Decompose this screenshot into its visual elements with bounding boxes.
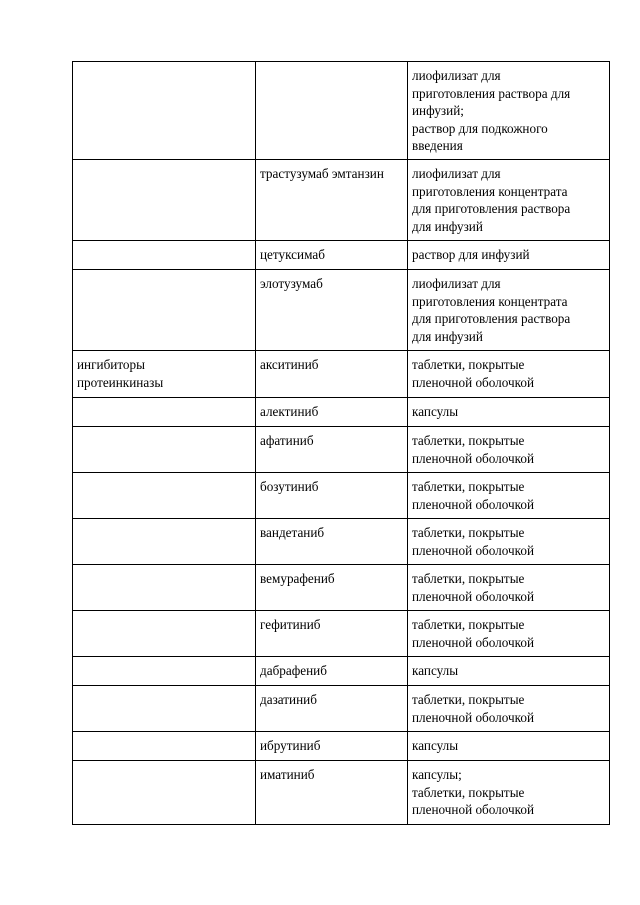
drug-table-body (73, 62, 610, 825)
table-row (73, 761, 610, 825)
table-row (73, 611, 610, 657)
dosage-form-cell: раствор для инфузий (408, 241, 610, 270)
group-cell (73, 686, 256, 732)
drug-name-cell: алектиниб (256, 398, 408, 427)
group-cell (73, 611, 256, 657)
drug-name-cell: цетуксимаб (256, 241, 408, 270)
drug-name-cell: акситиниб (256, 351, 408, 398)
dosage-form-cell: таблетки, покрытые пленочной оболочкой (408, 611, 610, 657)
group-cell (73, 427, 256, 473)
table-row (73, 62, 610, 160)
table-row (73, 398, 610, 427)
drug-name-cell: вандетаниб (256, 519, 408, 565)
group-cell (73, 732, 256, 761)
dosage-form-cell: таблетки, покрытые пленочной оболочкой (408, 686, 610, 732)
group-cell (73, 565, 256, 611)
dosage-form-cell: таблетки, покрытые пленочной оболочкой (408, 351, 610, 398)
drug-table (72, 61, 610, 825)
group-cell (73, 519, 256, 565)
drug-name-cell: иматиниб (256, 761, 408, 825)
dosage-form-cell: таблетки, покрытые пленочной оболочкой (408, 427, 610, 473)
table-row (73, 732, 610, 761)
drug-name-cell: гефитиниб (256, 611, 408, 657)
drug-name-cell (256, 62, 408, 160)
dosage-form-cell: капсулы; таблетки, покрытые пленочной оболочкой (408, 761, 610, 825)
table-row (73, 427, 610, 473)
table-row (73, 473, 610, 519)
dosage-form-cell: капсулы (408, 657, 610, 686)
dosage-form-cell: лиофилизат для приготовления раствора для инфузий; раствор для подкожного введения (408, 62, 610, 160)
table-row (73, 657, 610, 686)
drug-name-cell: ибрутиниб (256, 732, 408, 761)
dosage-form-cell: таблетки, покрытые пленочной оболочкой (408, 565, 610, 611)
group-cell (73, 657, 256, 686)
table-row (73, 270, 610, 351)
group-cell (73, 761, 256, 825)
drug-name-cell: дабрафениб (256, 657, 408, 686)
table-row (73, 351, 610, 398)
group-cell (73, 160, 256, 241)
drug-name-cell: трастузумаб эмтанзин (256, 160, 408, 241)
group-cell (73, 398, 256, 427)
drug-name-cell: афатиниб (256, 427, 408, 473)
dosage-form-cell: капсулы (408, 398, 610, 427)
table-row (73, 686, 610, 732)
drug-name-cell: элотузумаб (256, 270, 408, 351)
dosage-form-cell: капсулы (408, 732, 610, 761)
drug-name-cell: вемурафениб (256, 565, 408, 611)
group-cell (73, 62, 256, 160)
group-cell (73, 241, 256, 270)
table-row (73, 160, 610, 241)
dosage-form-cell: таблетки, покрытые пленочной оболочкой (408, 519, 610, 565)
table-row (73, 519, 610, 565)
table-row (73, 241, 610, 270)
drug-name-cell: бозутиниб (256, 473, 408, 519)
dosage-form-cell: лиофилизат для приготовления концентрата для приготовления раствора для инфузий (408, 270, 610, 351)
group-cell: ингибиторы протеинкиназы (73, 351, 256, 398)
table-row (73, 565, 610, 611)
dosage-form-cell: лиофилизат для приготовления концентрата для приготовления раствора для инфузий (408, 160, 610, 241)
dosage-form-cell: таблетки, покрытые пленочной оболочкой (408, 473, 610, 519)
group-cell (73, 473, 256, 519)
drug-name-cell: дазатиниб (256, 686, 408, 732)
group-cell (73, 270, 256, 351)
